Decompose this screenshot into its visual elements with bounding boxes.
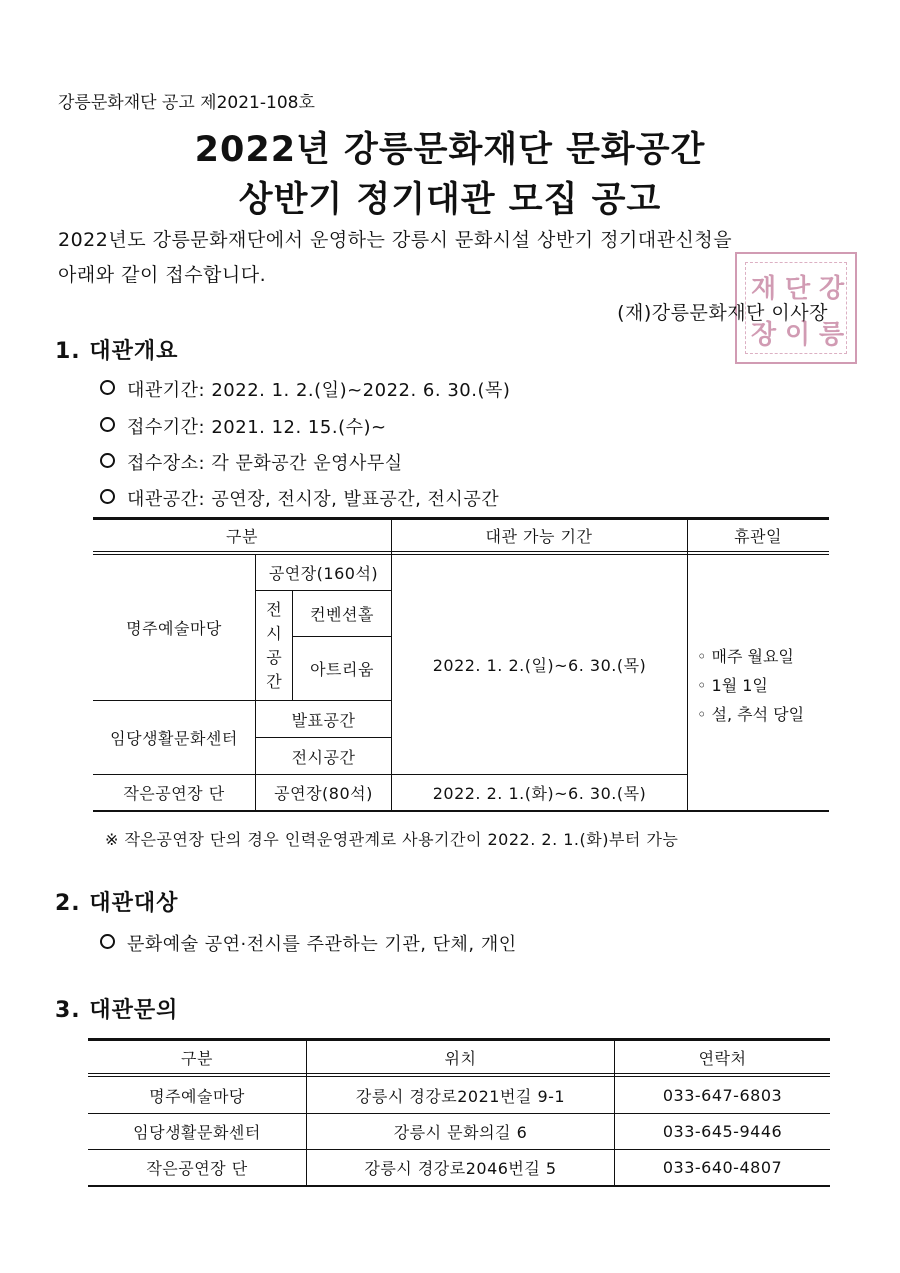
space-hall-80: 공연장(80석) [274, 784, 373, 803]
issuer-name: (재)강릉문화재단 이사장 [617, 302, 828, 324]
circle-bullet-icon [100, 417, 115, 432]
intro-line-2: 아래와 같이 접수합니다. [58, 264, 267, 286]
table-row-venue: 명주예술마당 [149, 1086, 245, 1106]
venue-small-theater: 작은공연장 단 [123, 784, 225, 803]
notice-number: 강릉문화재단 공고 제2021-108호 [58, 93, 315, 113]
contact-header-phone: 연락처 [698, 1048, 747, 1068]
section-2-heading: 2. 대관대상 [55, 891, 179, 916]
contact-header-location: 위치 [444, 1048, 477, 1068]
space-presentation: 발표공간 [291, 710, 356, 730]
exhibit-space-label: 전 시 공 간 [266, 599, 282, 691]
table-row-location: 강릉시 문화의길 6 [393, 1123, 528, 1142]
circle-bullet-icon [100, 934, 115, 949]
table-row-venue: 임당생활문화센터 [133, 1123, 261, 1142]
rental-period-main: 2022. 1. 2.(일)~6. 30.(목) [432, 656, 647, 675]
section-1-heading: 1. 대관개요 [55, 339, 179, 364]
rental-period-small: 2022. 2. 1.(화)~6. 30.(목) [432, 784, 647, 803]
circle-bullet-icon [100, 380, 115, 395]
official-seal-icon: 재 단 강 장 이 릉 [735, 252, 857, 364]
intro-line-1: 2022년도 강릉문화재단에서 운영하는 강릉시 문화시설 상반기 정기대관신청을 [58, 229, 733, 251]
circle-bullet-icon [100, 489, 115, 504]
table-row-location: 강릉시 경강로2046번길 5 [364, 1159, 557, 1178]
table-row-venue: 작은공연장 단 [146, 1159, 248, 1178]
space-hall-160: 공연장(160석) [268, 564, 379, 583]
closed-days-list [697, 642, 804, 729]
circle-bullet-icon [100, 453, 115, 468]
space-atrium: 아트리움 [310, 660, 374, 679]
venue-imdang: 임당생활문화센터 [110, 729, 238, 748]
table-row-location: 강릉시 경강로2021번길 9-1 [355, 1086, 566, 1106]
table-header-period: 대관 가능 기간 [485, 527, 593, 546]
closed-day-item: ◦ 매주 월요일 [697, 647, 794, 666]
title-line-2: 상반기 정기대관 모집 공고 [238, 180, 662, 220]
venue-myeongju: 명주예술마당 [126, 619, 222, 638]
bullet-application-period: 접수기간: 2021. 12. 15.(수)~ [100, 413, 387, 439]
bullet-application-place: 접수장소: 각 문화공간 운영사무실 [100, 449, 403, 475]
title-line-1: 2022년 강릉문화재단 문화공간 [194, 130, 706, 170]
table-row-phone: 033-640-4807 [662, 1158, 783, 1177]
small-theater-note: ※ 작은공연장 단의 경우 인력운영관계로 사용기간이 2022. 2. 1.(화)부터 가능 [105, 830, 679, 849]
closed-day-item: ◦ 1월 1일 [697, 676, 768, 695]
space-convention-hall: 컨벤션홀 [310, 605, 374, 624]
bullet-rental-spaces: 대관공간: 공연장, 전시장, 발표공간, 전시공간 [100, 485, 499, 511]
table-row-phone: 033-645-9446 [662, 1122, 783, 1141]
bullet-rental-period: 대관기간: 2022. 1. 2.(일)~2022. 6. 30.(목) [100, 376, 510, 402]
table-row-phone: 033-647-6803 [662, 1085, 783, 1105]
table-header-closed-days: 휴관일 [734, 527, 782, 546]
section-3-heading: 3. 대관문의 [55, 998, 179, 1023]
bullet-eligibility: 문화예술 공연·전시를 주관하는 기관, 단체, 개인 [100, 930, 517, 956]
table-header-category: 구분 [226, 527, 258, 546]
contact-header-category: 구분 [181, 1048, 213, 1068]
closed-day-item: ◦ 설, 추석 당일 [697, 705, 805, 724]
space-exhibition: 전시공간 [291, 747, 356, 767]
